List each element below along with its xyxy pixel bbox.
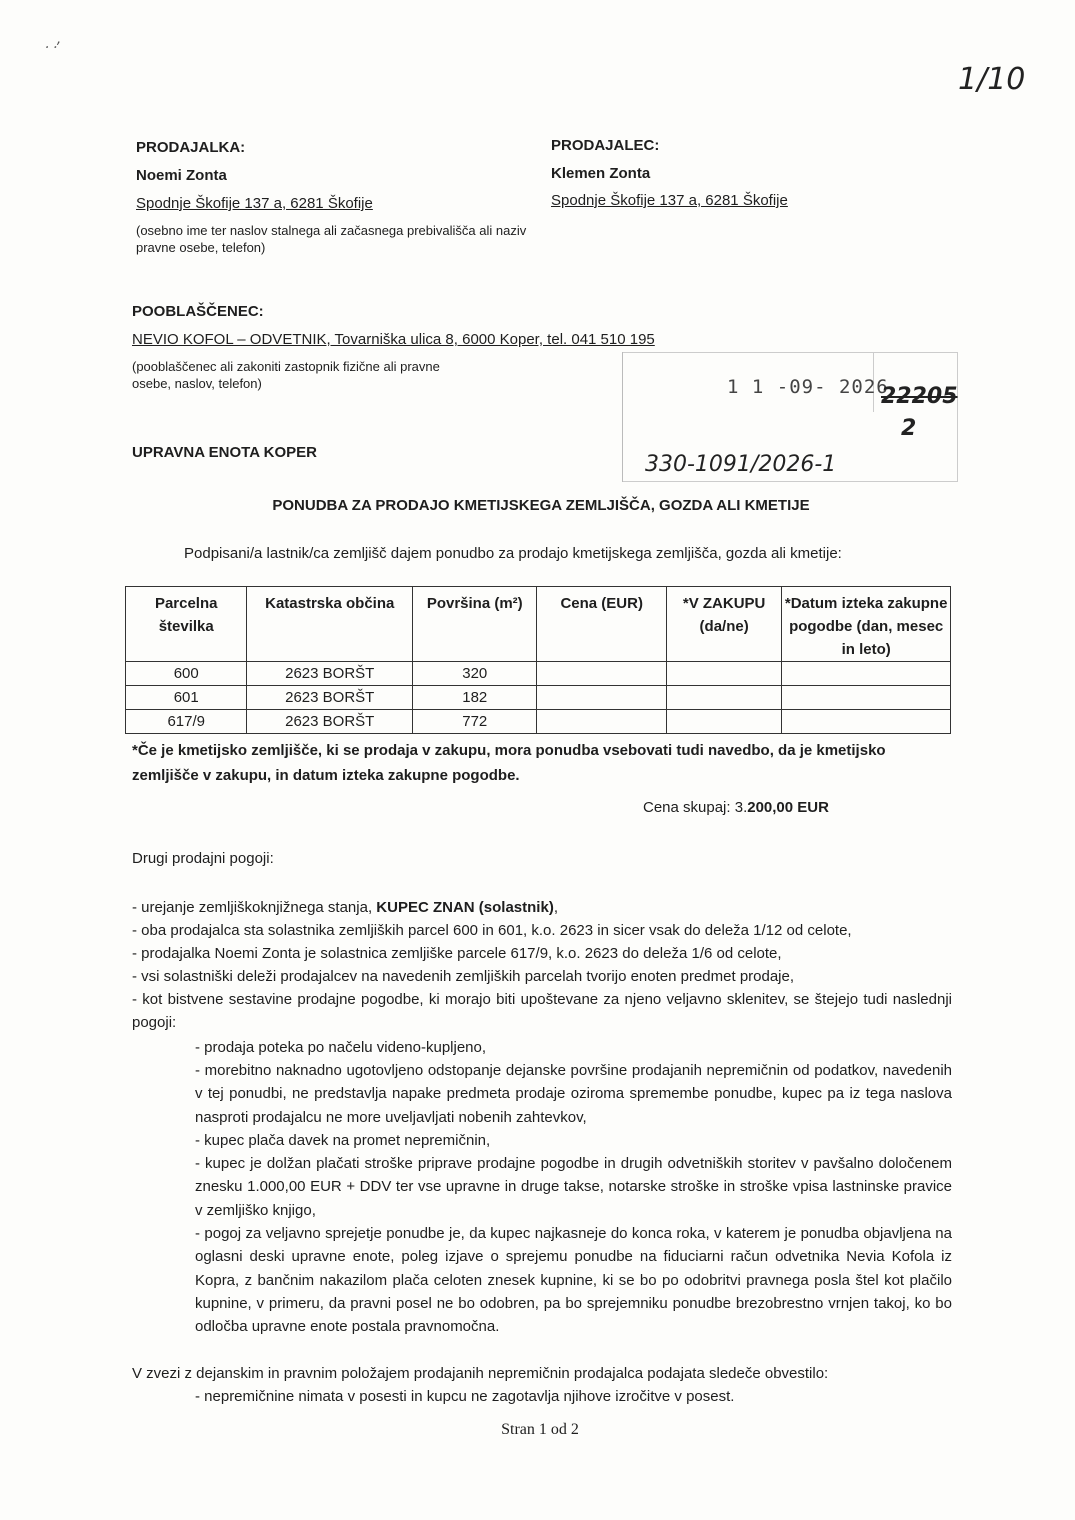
table-cell: 2623 BORŠT xyxy=(247,686,413,710)
table-cell xyxy=(537,710,666,734)
column-header: Katastrska občina xyxy=(247,587,413,662)
position-item: - nepremičnine nimata v posesti in kupcu ne zagotavlja njihove izročitve v posest. xyxy=(195,1388,735,1405)
total-label: Cena skupaj: 3. xyxy=(643,799,748,816)
table-row xyxy=(126,686,951,710)
column-header: *Datum izteka zakupne pogodbe (dan, mesec in leto) xyxy=(782,587,951,662)
seller-male-address: Spodnje Škofije 137 a, 6281 Škofije xyxy=(551,192,788,209)
seller-male-heading: PRODAJALEC: xyxy=(551,137,660,154)
stamp-number: 22205 xyxy=(881,384,958,409)
total-amount: 200,00 EUR xyxy=(747,799,829,816)
stamp-copies: 2 xyxy=(901,416,917,441)
table-cell: 772 xyxy=(413,710,537,734)
table-cell: 2623 BORŠT xyxy=(247,662,413,686)
subcondition-item: - morebitno naknadno ugotovljeno odstopanje dejanske površine prodajanih nepremičnin od podatkov, navedenih v tej ponudbi, ne predstavlja napake predmeta prodaje oziroma spremembe ponudbe, kupec pa iz tega naslova nasproti prodajalcu ne more uveljavljati nobenih zahtevkov, xyxy=(195,1062,952,1126)
total-price xyxy=(643,799,829,816)
buyer-known-label: KUPEC ZNAN (solastnik) xyxy=(376,899,554,916)
table-header-row xyxy=(126,587,951,662)
representative-details: NEVIO KOFOL – ODVETNIK, Tovarniška ulica 8, 6000 Koper, tel. 041 510 195 xyxy=(132,331,655,348)
subcondition-item: - kupec je dolžan plačati stroške priprave prodajne pogodbe in drugih odvetniških storitev v pavšalno določenem znesku 1.000,00 EUR + DDV ter vse upravne in druge takse, notarske stroške in stroške vpisa lastninske pravice v zemljiško knjigo, xyxy=(195,1155,952,1219)
intro-text: Podpisani/a lastnik/ca zemljišč dajem ponudbo za prodajo kmetijskega zemljišča, gozda ali kmetije: xyxy=(184,545,842,562)
page-mark: 1/10 xyxy=(958,62,1026,97)
table-row xyxy=(126,710,951,734)
parcels-table xyxy=(125,586,951,734)
table-cell xyxy=(782,686,951,710)
table-cell xyxy=(537,686,666,710)
document-title: PONUDBA ZA PRODAJO KMETIJSKEGA ZEMLJIŠČA, GOZDA ALI KMETIJE xyxy=(272,497,810,514)
table-cell: 600 xyxy=(126,662,247,686)
subcondition-item: - prodaja poteka po načelu videno-kupljeno, xyxy=(195,1039,487,1056)
representative-heading: POOBLAŠČENEC: xyxy=(132,303,264,320)
page-footer: Stran 1 od 2 xyxy=(501,1421,579,1438)
table-cell xyxy=(666,686,781,710)
condition-item: - vsi solastniški deleži prodajalcev na navedenih zemljiških parcelah tvorijo enoten predmet prodaje, xyxy=(132,968,795,985)
seller-female-name: Noemi Zonta xyxy=(136,167,227,184)
table-cell xyxy=(666,710,781,734)
representative-note: (pooblaščenec ali zakoniti zastopnik fizične ali pravne osebe, naslov, telefon) xyxy=(132,359,440,391)
stamp-right-line xyxy=(957,352,958,482)
stamp-case-number: 330-1091/2026-1 xyxy=(645,452,837,477)
seller-female-address: Spodnje Škofije 137 a, 6281 Škofije xyxy=(136,195,373,212)
stamp-top-line xyxy=(623,352,958,353)
table-cell: 2623 BORŠT xyxy=(247,710,413,734)
stamp-bottom-line xyxy=(623,481,958,482)
receipt-stamp xyxy=(622,352,958,482)
table-cell: 617/9 xyxy=(126,710,247,734)
condition-item: - kot bistvene sestavine prodajne pogodbe, ki morajo biti upoštevane za njeno veljavno sklenitev, se štejejo tudi naslednji pogoji: xyxy=(132,991,952,1032)
column-header: Površina (m²) xyxy=(413,587,537,662)
condition-item: - prodajalka Noemi Zonta je solastnica zemljiške parcele 617/9, k.o. 2623 do deleža 1/6 od celote, xyxy=(132,945,782,962)
seller-female-heading: PRODAJALKA: xyxy=(136,139,246,156)
condition-item: - oba prodajalca sta solastnika zemljiških parcel 600 in 601, k.o. 2623 in sicer vsak do deleža 1/12 od celote, xyxy=(132,922,852,939)
table-row xyxy=(126,662,951,686)
condition-tail: , xyxy=(553,899,558,916)
conditions-heading: Drugi prodajni pogoji: xyxy=(132,850,274,867)
table-footnote: *Če je kmetijsko zemljišče, ki se prodaja v zakupu, mora ponudba vsebovati tudi navedbo, da je kmetijsko zemljišče v zakupu, in datum izteka zakupne pogodbe. xyxy=(132,742,886,784)
table-cell: 182 xyxy=(413,686,537,710)
condition-item xyxy=(132,896,558,919)
table-cell xyxy=(782,710,951,734)
position-intro: V zvezi z dejanskim in pravnim položajem prodajanih nepremičnin prodajalca podajata sledeče obvestilo: xyxy=(132,1365,829,1382)
table-cell xyxy=(537,662,666,686)
authority: UPRAVNA ENOTA KOPER xyxy=(132,444,318,461)
seller-male-name: Klemen Zonta xyxy=(551,165,651,182)
subcondition-item: - kupec plača davek na promet nepremičnin, xyxy=(195,1132,491,1149)
corner-marks: ⸱ ⸱ʼ xyxy=(44,40,61,56)
seller-note: (osebno ime ter naslov stalnega ali začasnega prebivališča ali naziv pravne osebe, telefon) xyxy=(136,223,527,255)
table-cell: 320 xyxy=(413,662,537,686)
table-cell xyxy=(666,662,781,686)
table-cell xyxy=(782,662,951,686)
table-cell: 601 xyxy=(126,686,247,710)
condition-text: - urejanje zemljiškoknjižnega stanja, xyxy=(132,899,377,916)
subcondition-item: - pogoj za veljavno sprejetje ponudbe je, da kupec najkasneje do konca roka, v katerem je ponudba objavljena na oglasni deski upravne enote, poleg izjave o sprejemu ponudbe na fiduciarni račun odvetnika Nevia Kofola iz Kopra, z bančnim nakazilom plača celoten znesek kupnine, ki se bo po odobritvi pravnega posla štel kot plačilo kupnine, v primeru, da pravni posel ne bo odobren, pa bo sprejemniku ponudbe brezobrestno vrnjen takoj, ko bo odločba upravne enote postala pravnomočna. xyxy=(195,1225,952,1336)
stamp-date: 1 1 -09- 2026 xyxy=(727,376,889,398)
column-header: Cena (EUR) xyxy=(537,587,666,662)
column-header: *V ZAKUPU (da/ne) xyxy=(666,587,781,662)
column-header: Parcelna številka xyxy=(126,587,247,662)
